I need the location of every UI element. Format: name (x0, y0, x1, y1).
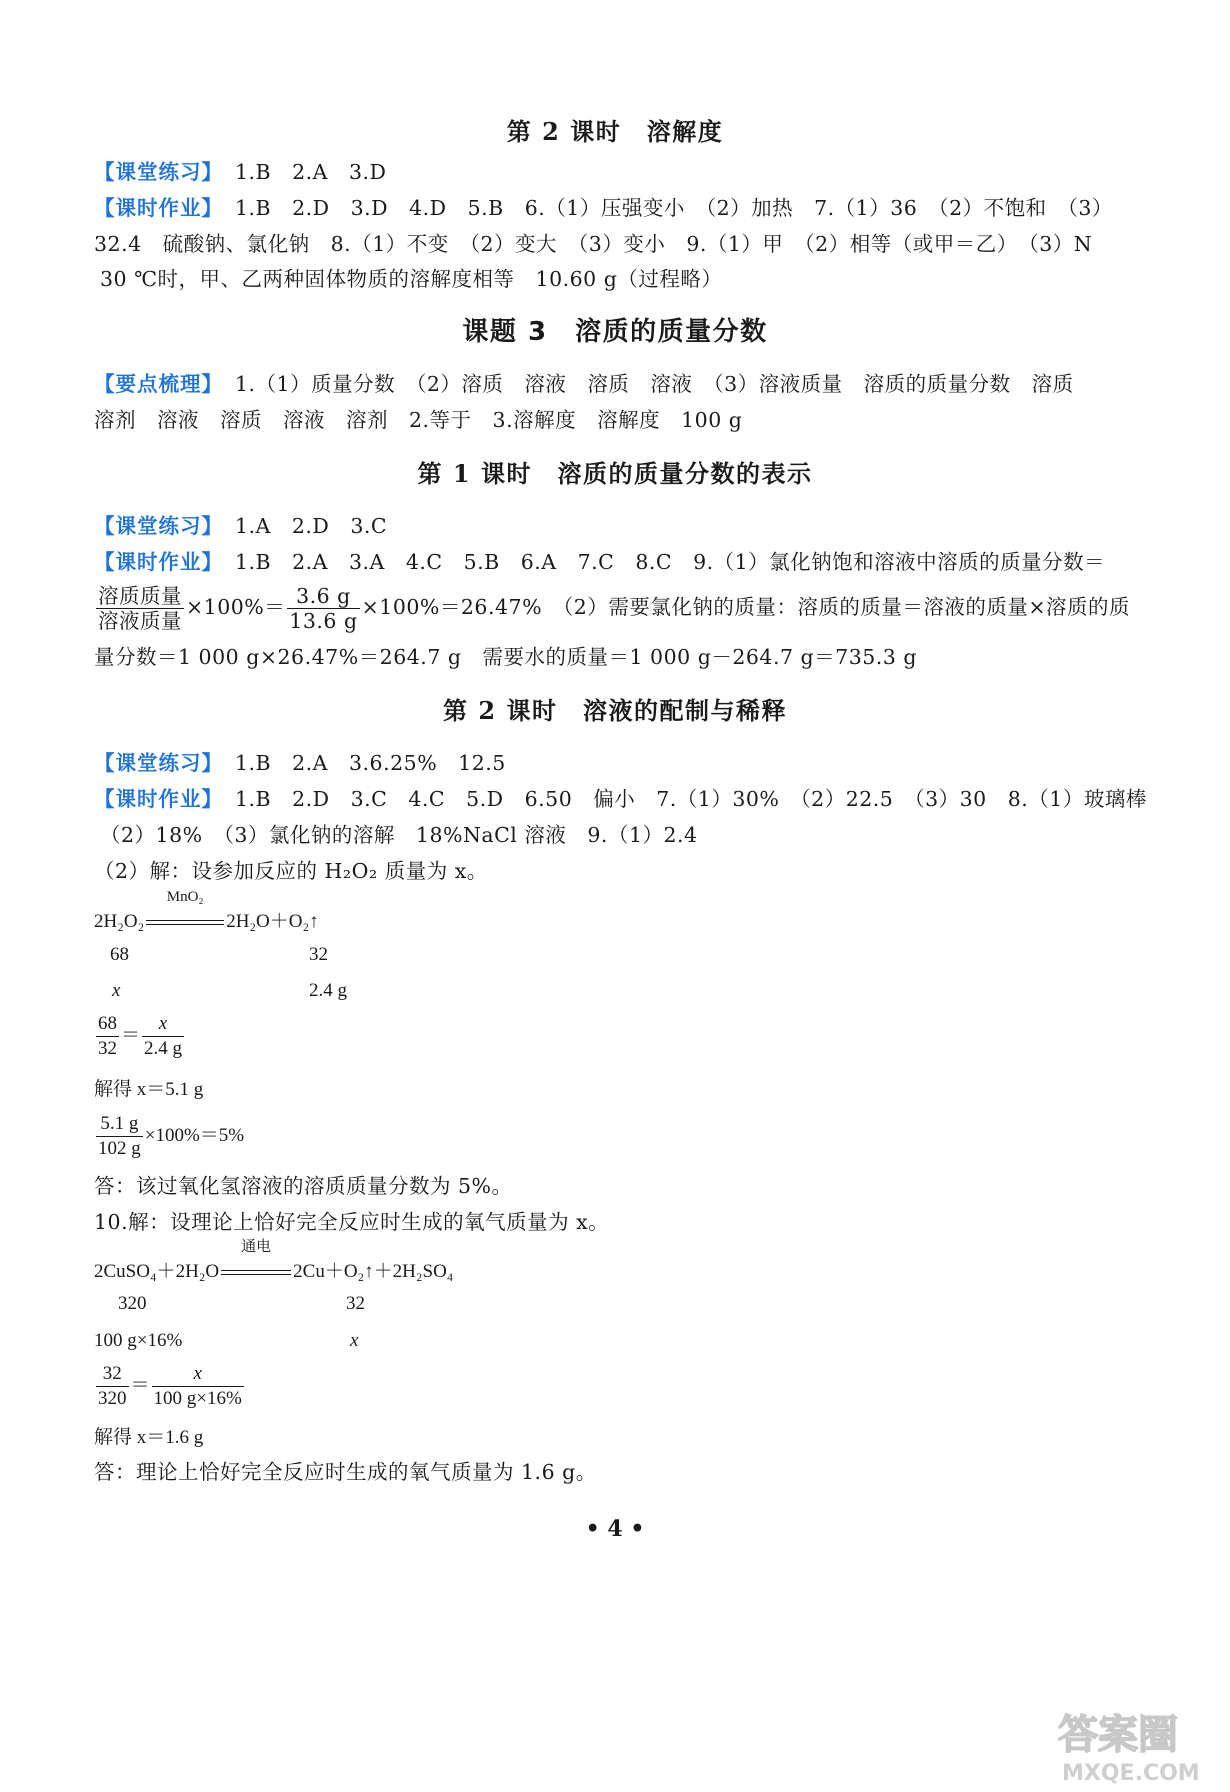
topic-title-mass-fraction: 课题 3 溶质的质量分数 (462, 317, 768, 347)
q10-intro: 10.解：设理论上恰好完全反应时生成的氧气质量为 x。 (94, 1210, 610, 1234)
eq1-ratio-right-den: 2.4 g (144, 1038, 183, 1059)
eq2-ratio-left (96, 1362, 129, 1411)
eq2-answer: 答：理论上恰好完全反应时生成的氧气质量为 1.6 g。 (94, 1460, 597, 1484)
ketang-line-1 (94, 158, 1174, 186)
eq2-reactants: 2CuSO₄＋2H₂O (94, 1261, 220, 1282)
zuoye-answers-1: 1.B 2.D 3.D 4.D 5.B 6.（1）压强变小 （2）加热 7.（1）36 （2）不饱和 （3） (235, 196, 1113, 220)
eq2-condition (219, 1239, 293, 1283)
eq1-ratio-left-den: 32 (98, 1038, 117, 1059)
eq1-ratio-left (96, 1012, 119, 1061)
eq2-mass-1: 320 (118, 1293, 147, 1314)
eq2-ratio-left-den: 320 (98, 1388, 127, 1409)
equation-cuso4 (94, 1239, 454, 1283)
fraction-numerator: 溶质质量 (98, 584, 182, 608)
yaodian-line-2: 溶剂 溶液 溶质 溶液 溶剂 2.等于 3.溶解度 溶解度 100 g (94, 408, 743, 432)
zuoye-answers-3-1: 1.B 2.D 3.C 4.C 5.D 6.50 偏小 7.（1）30% （2）22.5 （3）30 8.（1）玻璃棒 (235, 787, 1147, 811)
ketang-tag: 【课堂练习】 (94, 160, 223, 184)
zuoye-line-3-2: （2）18% （3）氯化钠的溶解 18%NaCl 溶液 9.（1）2.4 (100, 823, 698, 847)
eq1-ratio-left-num: 68 (96, 1012, 119, 1037)
yaodian-answers-1: 1.（1）质量分数 （2）溶质 溶液 溶质 溶液 （3）溶液质量 溶质的质量分数 溶质 (235, 372, 1074, 396)
watermark-url: MXQE.COM (1062, 1761, 1200, 1786)
yaodian-tag: 【要点梳理】 (94, 372, 223, 396)
eq1-percent (94, 1112, 244, 1161)
eq1-solve: 解得 x＝5.1 g (94, 1079, 204, 1100)
zuoye-line-2: 32.4 硫酸钠、氯化钠 8.（1）不变 （2）变大 （3）变小 9.（1）甲 （2）相等（或甲＝乙） （3）N (94, 232, 1093, 256)
eq1-percent-fraction (96, 1112, 143, 1161)
eq1-catalyst: MnO₂ (166, 889, 204, 905)
q9-intro: （2）解：设参加反应的 H₂O₂ 质量为 x。 (94, 859, 488, 883)
eq1-percent-den: 102 g (98, 1138, 141, 1159)
section-title-expression: 第 1 课时 溶质的质量分数的表示 (417, 459, 813, 488)
ketang-answers-3: 1.B 2.A 3.6.25% 12.5 (235, 751, 506, 775)
fraction-values (287, 584, 359, 633)
zuoye-line-2-3: 量分数＝1 000 g×26.47%＝264.7 g 需要水的质量＝1 000 g－264.7 g＝735.3 g (94, 645, 917, 669)
eq1-value-2: 2.4 g (309, 980, 347, 1001)
fraction-mid-text: ×100%＝ (186, 595, 286, 619)
zuoye-line-2-1 (94, 548, 1174, 576)
eq2-ratio-right (152, 1362, 244, 1411)
ketang-line-2 (94, 512, 1174, 540)
eq2-products: 2Cu＋O₂↑＋2H₂SO₄ (293, 1261, 454, 1282)
fraction-denominator: 溶液质量 (98, 609, 182, 633)
fraction-denominator-2: 13.6 g (289, 609, 358, 633)
eq1-unknown: x (112, 980, 121, 1001)
ketang-answers-2: 1.A 2.D 3.C (235, 514, 388, 538)
zuoye-tag-3: 【课时作业】 (94, 787, 223, 811)
section-title-preparation: 第 2 课时 溶液的配制与稀释 (443, 696, 787, 725)
eq1-reactants: 2H₂O₂ (94, 911, 145, 932)
ketang-answers: 1.B 2.A 3.D (235, 160, 387, 184)
eq1-ratio-right (142, 1012, 184, 1061)
eq2-ratio: $\frac{32}{320}$ ＝ $\frac{x}{100 g\times 16\%}$ (98, 1363, 242, 1409)
fraction-after-text: ×100%＝26.47% （2）需要氯化钠的质量：溶质的质量＝溶液的质量×溶质的质 (361, 595, 1131, 619)
eq1-products: 2H₂O＋O₂↑ (226, 911, 319, 932)
zuoye-line-3: 30 ℃时，甲、乙两种固体物质的溶解度相等 10.60 g（过程略） (100, 267, 723, 291)
eq1-percent-num: 5.1 g (96, 1112, 143, 1137)
zuoye-line-1 (94, 194, 1174, 222)
watermark-logo (1052, 1706, 1222, 1786)
watermark-text: 答案圈 (1058, 1712, 1178, 1758)
equation-h2o2 (94, 889, 319, 933)
page-number: • 4 • (585, 1516, 645, 1542)
eq2-value-1: 100 g×16% (94, 1330, 183, 1351)
section-title-solubility: 第 2 课时 溶解度 (506, 117, 724, 146)
yaodian-line-1 (94, 370, 1174, 398)
zuoye-tag-2: 【课时作业】 (94, 550, 223, 574)
eq2-arrow (221, 1270, 291, 1275)
eq1-ratio-right-num: x (142, 1012, 184, 1037)
ketang-line-3 (94, 749, 1174, 777)
zuoye-answers-2-1: 1.B 2.A 3.A 4.C 5.B 6.A 7.C 8.C 9.（1）氯化钠饱和溶液中溶质的质量分数＝ (235, 550, 1106, 574)
eq1-ratio: $\frac{68}{32}$ ＝ $\frac{x}{2.4 g}$ (98, 1013, 183, 1059)
zuoye-tag: 【课时作业】 (94, 196, 223, 220)
zuoye-line-3-1 (94, 785, 1174, 813)
fraction-numerator-2: 3.6 g (287, 584, 359, 609)
eq2-electrolysis: 通电 (241, 1239, 272, 1255)
eq2-ratio-right-den: 100 g×16% (153, 1388, 242, 1409)
eq2-solve: 解得 x＝1.6 g (94, 1427, 204, 1448)
fraction-line (94, 584, 1174, 633)
eq1-percent-after: ×100%＝5% (144, 1124, 245, 1146)
eq1-condition (144, 889, 226, 933)
eq1-mass-1: 68 (110, 944, 129, 965)
ketang-tag-2: 【课堂练习】 (94, 514, 223, 538)
eq2-ratio-left-num: 32 (96, 1362, 129, 1387)
eq1-mass-2: 32 (309, 944, 328, 965)
eq2-ratio-right-num: x (152, 1362, 244, 1387)
eq2-mass-2: 32 (346, 1293, 365, 1314)
eq2-unknown: x (350, 1330, 359, 1351)
fraction-solute-over-solution (96, 584, 184, 633)
ketang-tag-3: 【课堂练习】 (94, 751, 223, 775)
eq1-answer: 答：该过氧化氢溶液的溶质质量分数为 5%。 (94, 1174, 513, 1198)
eq1-arrow (146, 920, 224, 925)
